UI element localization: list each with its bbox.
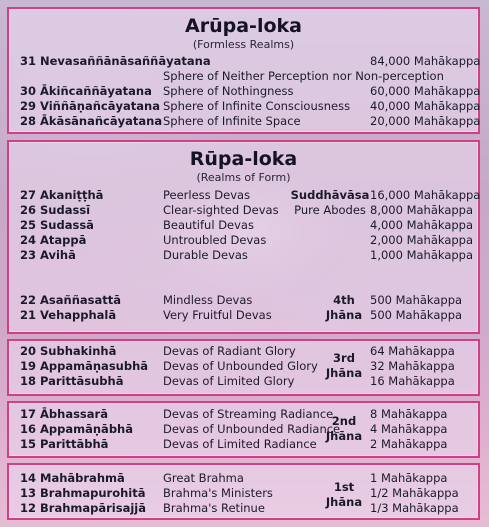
jhana-label-1st [321,480,367,510]
arupa-loka-panel [7,7,480,134]
realm-description: Brahma's Retinue [163,501,265,515]
realm-name: 13 Brahmapurohitā [20,486,146,500]
realm-description: Sphere of Neither Perception nor Non-perception [163,69,444,83]
realm-duration: 32 Mahākappa [370,359,455,373]
rupa-loka-title: Rūpa-loka [189,148,298,170]
third-jhana-panel [7,339,480,396]
realm-description: Beautiful Devas [163,218,254,232]
realm-row [9,422,478,437]
jhana-label-3rd [321,351,367,381]
realm-duration: 4 Mahākappa [370,422,448,436]
realm-duration: 1/3 Mahākappa [370,501,459,515]
first-jhana-panel [7,463,480,520]
realm-duration: 500 Mahākappa [370,308,463,322]
realm-description: Durable Devas [163,248,248,262]
realm-name: 21 Vehapphalā [20,308,117,322]
realm-duration: 20,000 Mahākappa [370,114,481,128]
realm-row [9,54,481,69]
realm-duration: 1,000 Mahākappa [370,248,474,262]
realm-duration: 16 Mahākappa [370,374,455,388]
realm-duration: 1/2 Mahākappa [370,486,459,500]
realm-row [9,407,478,422]
second-jhana-panel [7,401,480,458]
arupa-loka-subtitle: (Formless Realms) [192,38,295,51]
arupa-loka-title: Arūpa-loka [185,15,302,37]
realm-description: Brahma's Ministers [163,486,273,500]
realm-name: 22 Asaññasattā [20,293,122,307]
realm-duration: 40,000 Mahākappa [370,99,481,113]
jhana-label-2nd [321,414,367,444]
realm-description: Devas of Radiant Glory [163,344,296,358]
realm-row [9,293,478,308]
realm-row [9,69,478,84]
realm-description: Untroubled Devas [163,233,267,247]
jhana-word: Jhāna [325,495,363,509]
rupa-loka-panel [7,140,480,334]
realm-description: Very Fruitful Devas [163,308,272,322]
realm-name: 18 Parittāsubhā [20,374,124,388]
realm-row [9,308,478,323]
realm-duration: 84,000 Mahākappa [370,54,481,68]
realm-name: 24 Atappā [20,233,87,247]
realm-description: Sphere of Infinite Space [163,114,301,128]
realm-row [9,233,478,248]
realm-name: 25 Sudassā [20,218,94,232]
jhana-number: 4th [333,293,355,307]
realm-row [9,374,478,389]
realm-description: Devas of Unbounded Glory [163,359,318,373]
realm-duration: 2 Mahākappa [370,437,448,451]
realm-name: 28 Ākāsānañcāyatana [20,114,163,128]
realm-name: 16 Appamāṇābhā [20,422,134,436]
realm-duration: 60,000 Mahākappa [370,84,481,98]
realm-description: Sphere of Nothingness [163,84,294,98]
realm-row [9,99,481,114]
realm-name: 20 Subhakinhā [20,344,117,358]
realm-duration: 2,000 Mahākappa [370,233,474,247]
realm-name: 26 Sudassī [20,203,91,217]
realm-description: Peerless Devas [163,188,251,202]
realm-description: Devas of Streaming Radiance [163,407,334,421]
realm-name: 14 Mahābrahmā [20,471,125,485]
realm-name: 29 Viññāṇañcāyatana [20,99,160,113]
realm-name: 19 Appamāṇasubhā [20,359,149,373]
realm-row [9,248,478,263]
abode-sublabel: Pure Abodes [294,203,366,217]
jhana-number: 3rd [333,351,355,365]
realm-description: Great Brahma [163,471,244,485]
realm-name: 17 Ābhassarā [20,407,108,421]
realm-description: Clear-sighted Devas [163,203,279,217]
realm-name: 12 Brahmapārisajjā [20,501,146,515]
realm-row [9,203,478,218]
realm-duration: 4,000 Mahākappa [370,218,474,232]
realm-description: Devas of Limited Glory [163,374,295,388]
jhana-word: Jhāna [325,366,363,380]
rupa-loka-subtitle: (Realms of Form) [196,171,291,184]
realm-row [9,84,481,99]
realm-row [9,486,478,501]
realm-description: Devas of Limited Radiance [163,437,317,451]
realm-name: 15 Parittābhā [20,437,109,451]
abode-label: Suddhāvāsa [290,188,370,202]
realm-duration: 500 Mahākappa [370,293,463,307]
realm-name: 23 Avihā [20,248,76,262]
jhana-number: 1st [333,480,355,494]
realm-row [9,437,478,452]
jhana-number: 2nd [331,414,357,428]
realm-row [9,114,481,129]
realm-description: Devas of Unbounded Radiance [163,422,341,436]
realm-row [9,344,478,359]
jhana-word: Jhāna [325,308,363,322]
realm-duration: 1 Mahākappa [370,471,448,485]
realm-duration: 8 Mahākappa [370,407,448,421]
jhana-word: Jhāna [325,429,363,443]
realm-row [9,471,478,486]
realm-duration: 16,000 Mahākappa [370,188,481,202]
realm-row [9,501,478,516]
realm-name: 30 Ākiñcaññāyatana [20,84,152,98]
realm-description: Mindless Devas [163,293,253,307]
realm-row [9,359,478,374]
realm-duration: 8,000 Mahākappa [370,203,474,217]
realm-description: Sphere of Infinite Consciousness [163,99,351,113]
realm-name: 31 Nevasaññānāsaññāyatana [20,54,211,68]
realm-row [9,218,478,233]
realm-row [9,188,481,203]
realm-name: 27 Akaniṭṭhā [20,188,104,202]
realm-duration: 64 Mahākappa [370,344,455,358]
jhana-label-4th [321,293,367,323]
